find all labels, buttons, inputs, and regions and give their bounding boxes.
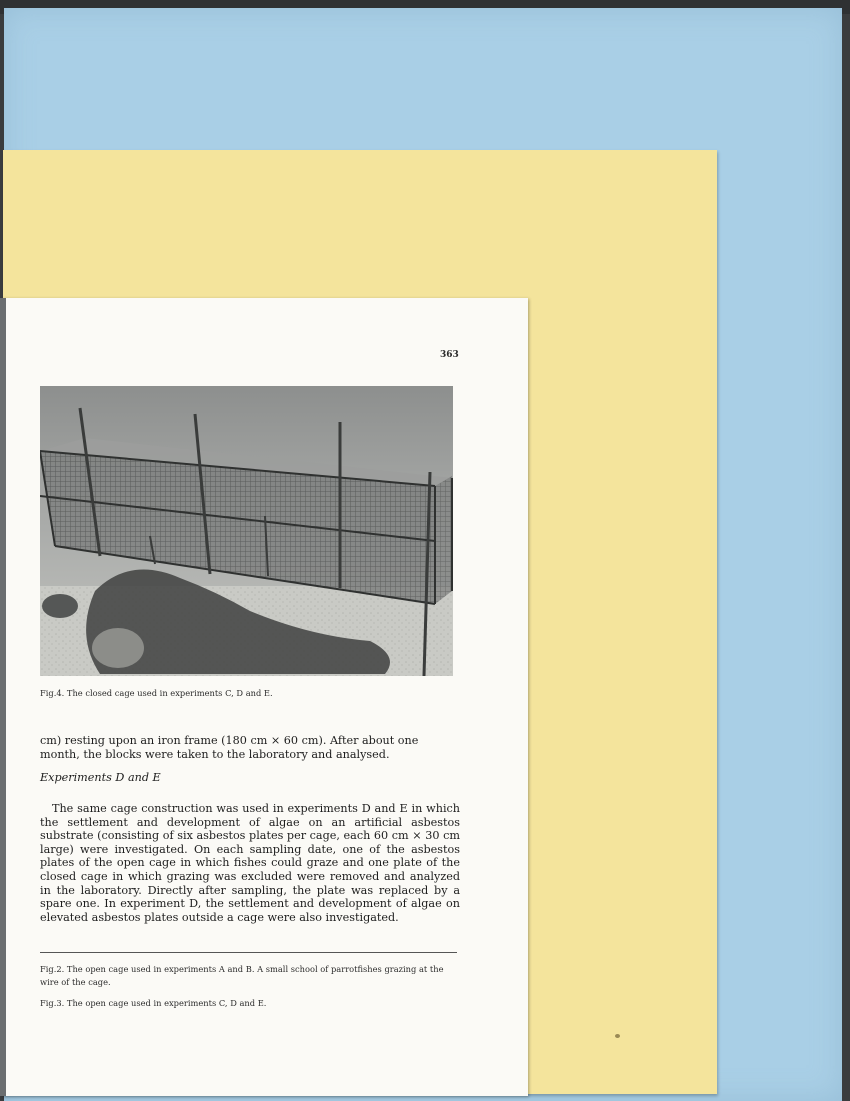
figure-2-caption: Fig.2. The open cage used in experiments A and B. A small school of parrotfishes grazing at the wire of the cage. bbox=[40, 964, 444, 987]
caption-divider bbox=[40, 952, 457, 953]
figure-3-caption: Fig.3. The open cage used in experiments C, D and E. bbox=[40, 998, 267, 1008]
figure-4-caption: Fig.4. The closed cage used in experiments C, D and E. bbox=[40, 688, 273, 698]
page-binding-edge bbox=[0, 298, 6, 1096]
page-number: 363 bbox=[440, 350, 459, 360]
paper-speck bbox=[615, 1034, 620, 1038]
main-paragraph: The same cage construction was used in experiments D and E in which the settlement and development of algae on an artificial asbestos substrate (consisting of six asbestos plates per cage, each 60 cm × 30 cm large) were investigated. On each sampling date, one of the asbestos plates of the open cage in which fishes could graze and one plate of the closed cage in which grazing was excluded were removed and analyzed in the laboratory. Directly after sampling, the plate was replaced by a spare one. In experiment D, the settlement and development of algae on elevated asbestos plates outside a cage were also investigated. bbox=[40, 802, 460, 924]
intro-paragraph: cm) resting upon an iron frame (180 cm × 60 cm). After about one month, the blocks were taken to the laboratory and analysed. bbox=[40, 734, 419, 761]
section-heading: Experiments D and E bbox=[40, 771, 161, 784]
closed-cage-photo bbox=[40, 386, 453, 676]
